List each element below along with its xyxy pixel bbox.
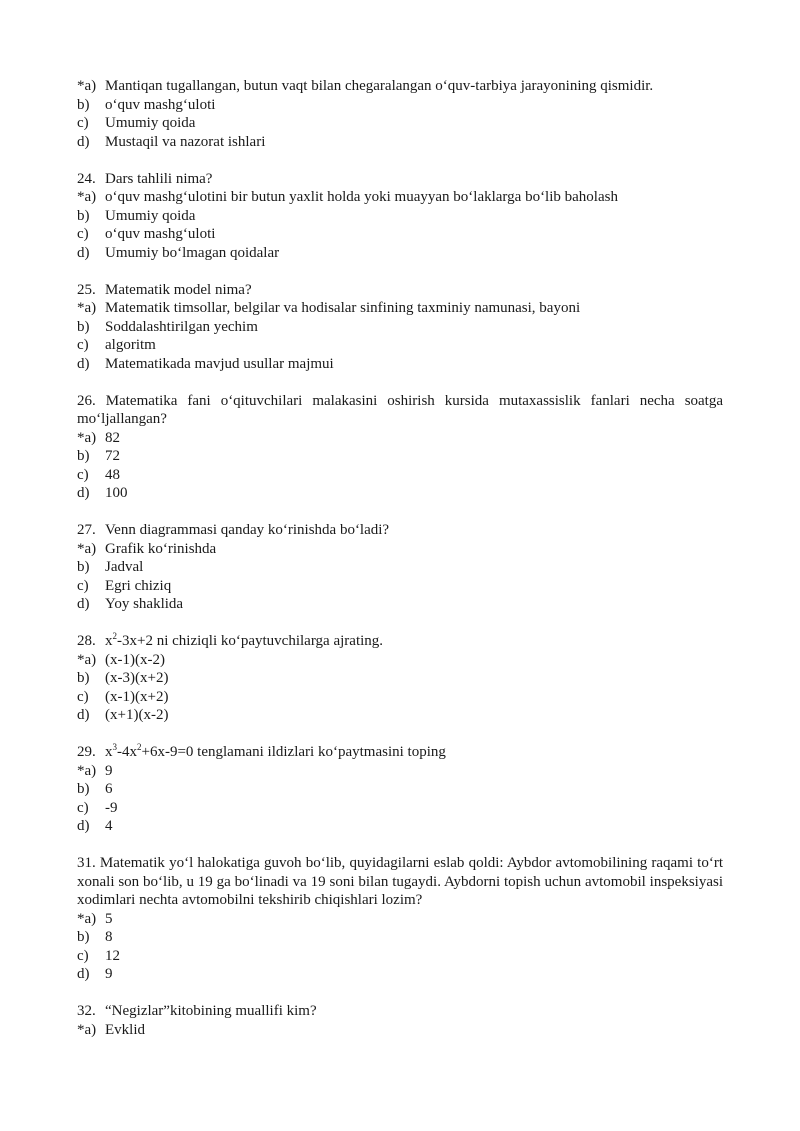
option-marker: b): [77, 318, 90, 335]
option-marker: c): [77, 226, 89, 242]
option-text: (x+1)(x-2): [105, 707, 169, 723]
option-text: -9: [105, 799, 118, 816]
question-block-27: [77, 521, 723, 614]
document-page: [77, 77, 723, 1058]
option-c: [77, 799, 723, 818]
option-marker: d): [77, 596, 90, 612]
option-marker: b): [77, 929, 90, 945]
option-b: [77, 207, 723, 226]
option-text: 8: [105, 929, 113, 945]
option-text: Mustaqil va nazorat ishlari: [105, 133, 266, 150]
option-d: [77, 355, 723, 374]
question-31: [77, 854, 723, 910]
option-b: [77, 928, 723, 947]
option-marker: d): [77, 707, 90, 723]
option-marker: c): [77, 337, 89, 353]
option-text: 100: [105, 485, 128, 501]
question-number: 25.: [77, 281, 96, 298]
formula-rest: -3x+2 ni chiziqli ko‘paytuvchilarga ajrating.: [117, 633, 384, 649]
question-26: [77, 392, 723, 429]
option-marker: c): [77, 947, 89, 964]
formula-exponent: 3: [112, 742, 117, 752]
option-text: Grafik ko‘rinishda: [105, 540, 217, 557]
option-d: [77, 484, 723, 503]
option-text: Matematik timsollar, belgilar va hodisalar sinfining taxminiy namunasi, bayoni: [105, 300, 581, 316]
option-a: [77, 651, 723, 670]
option-text: 9: [105, 966, 113, 982]
option-text: Egri chiziq: [105, 577, 172, 594]
option-a: [77, 910, 723, 929]
option-c: [77, 947, 723, 966]
option-a: [77, 1021, 723, 1040]
option-marker: c): [77, 466, 89, 483]
question-block-continued: [77, 77, 723, 151]
question-27: [77, 521, 723, 540]
option-text: 12: [105, 947, 120, 964]
option-marker: d): [77, 818, 90, 834]
option-text: (x-3)(x+2): [105, 670, 169, 686]
option-marker: d): [77, 244, 90, 261]
option-text: (x-1)(x+2): [105, 688, 169, 705]
option-b: [77, 447, 723, 466]
question-block-24: [77, 170, 723, 263]
question-29: [77, 743, 723, 762]
option-c: [77, 466, 723, 485]
option-text: Umumiy bo‘lmagan qoidalar: [105, 244, 280, 261]
option-marker: *a): [77, 762, 97, 779]
option-a: [77, 429, 723, 448]
option-text: 48: [105, 466, 120, 483]
option-marker: d): [77, 355, 90, 372]
option-d: [77, 133, 723, 152]
question-number: 32.: [77, 1003, 96, 1019]
option-b: [77, 96, 723, 115]
question-text: Matematika fani o‘qituvchilari malakasini oshirish kursida mutaxassislik fanlari necha soatga mo‘ljallangan?: [77, 392, 724, 427]
option-marker: *a): [77, 540, 97, 557]
option-text: Umumiy qoida: [105, 115, 196, 131]
option-marker: d): [77, 485, 90, 501]
question-24: [77, 170, 723, 189]
question-block-25: [77, 281, 723, 374]
option-text: o‘quv mashg‘uloti: [105, 96, 216, 113]
option-marker: b): [77, 96, 90, 113]
option-text: o‘quv mashg‘uloti: [105, 226, 216, 242]
option-b: [77, 780, 723, 799]
question-text: Venn diagrammasi qanday ko‘rinishda bo‘ladi?: [105, 522, 390, 538]
option-d: [77, 706, 723, 725]
option-b: [77, 318, 723, 337]
option-a: [77, 299, 723, 318]
option-marker: *a): [77, 651, 97, 668]
option-d: [77, 595, 723, 614]
option-d: [77, 244, 723, 263]
option-marker: *a): [77, 189, 97, 205]
option-d: [77, 817, 723, 836]
question-text: Matematik model nima?: [105, 281, 252, 298]
option-d: [77, 965, 723, 984]
option-text: 6: [105, 781, 113, 797]
option-marker: b): [77, 448, 90, 464]
formula-part: -4x: [117, 744, 137, 760]
option-marker: b): [77, 207, 90, 224]
question-number: 26.: [77, 392, 96, 409]
option-text: 5: [105, 910, 113, 927]
question-number: 31.: [77, 855, 96, 871]
option-marker: c): [77, 799, 89, 816]
option-marker: *a): [77, 910, 97, 927]
question-25: [77, 281, 723, 300]
question-block-29: [77, 743, 723, 836]
option-text: Jadval: [105, 559, 144, 575]
option-a: [77, 540, 723, 559]
option-text: 9: [105, 762, 113, 779]
question-number: 24.: [77, 170, 96, 187]
option-marker: *a): [77, 429, 97, 446]
option-text: 72: [105, 448, 120, 464]
question-text: [105, 632, 723, 651]
option-marker: d): [77, 133, 90, 150]
option-marker: *a): [77, 78, 97, 94]
option-text: 82: [105, 429, 120, 446]
question-block-26: [77, 392, 723, 503]
question-text: Matematik yo‘l halokatiga guvoh bo‘lib, quyidagilarni eslab qoldi: Aybdor avtomobilining raqami to‘rt xonali son bo‘lib, u 19 ga bo‘linadi va 19 soni bilan tugaydi. Aybdorni topish uchun avtomobil inspeksiyasi xodimlari nechta avtomobilni tekshirib chiqishlari lozim?: [77, 855, 723, 908]
option-c: [77, 336, 723, 355]
question-number: 28.: [77, 633, 96, 649]
option-b: [77, 558, 723, 577]
option-text: algoritm: [105, 337, 156, 353]
option-text: Mantiqan tugallangan, butun vaqt bilan chegaralangan o‘quv-tarbiya jarayonining qismidir.: [105, 78, 654, 94]
question-block-28: [77, 632, 723, 725]
option-text: Matematikada mavjud usullar majmui: [105, 355, 334, 372]
formula-exponent: 2: [137, 742, 142, 752]
option-marker: c): [77, 688, 89, 705]
option-marker: c): [77, 115, 89, 131]
option-a: [77, 188, 723, 207]
option-text: Soddalashtirilgan yechim: [105, 318, 258, 335]
question-text: [105, 743, 723, 762]
option-text: Yoy shaklida: [105, 596, 184, 612]
option-text: Evklid: [105, 1021, 145, 1038]
option-marker: b): [77, 559, 90, 575]
question-text: Dars tahlili nima?: [105, 170, 213, 187]
option-c: [77, 577, 723, 596]
option-c: [77, 225, 723, 244]
option-a: [77, 762, 723, 781]
option-b: [77, 669, 723, 688]
option-text: (x-1)(x-2): [105, 651, 165, 668]
option-marker: *a): [77, 300, 97, 316]
option-c: [77, 688, 723, 707]
formula-part: x: [105, 744, 113, 760]
question-number: 27.: [77, 522, 96, 538]
formula-exponent: 2: [112, 631, 117, 641]
option-marker: *a): [77, 1021, 97, 1038]
question-32: [77, 1002, 723, 1021]
question-text: “Negizlar”kitobining muallifi kim?: [105, 1003, 317, 1019]
formula-part: +6x-9=0 tenglamani ildizlari ko‘paytmasini toping: [141, 744, 446, 760]
option-text: 4: [105, 818, 113, 834]
question-number: 29.: [77, 744, 96, 760]
question-block-32: [77, 1002, 723, 1039]
option-marker: c): [77, 577, 89, 594]
question-28: [77, 632, 723, 651]
option-c: [77, 114, 723, 133]
option-marker: b): [77, 781, 90, 797]
option-marker: d): [77, 966, 90, 982]
formula-base: x: [105, 633, 113, 649]
option-a: [77, 77, 723, 96]
option-marker: b): [77, 670, 90, 686]
option-text: Umumiy qoida: [105, 207, 196, 224]
option-text: o‘quv mashg‘ulotini bir butun yaxlit holda yoki muayyan bo‘laklarga bo‘lib baholash: [105, 189, 618, 205]
question-block-31: [77, 854, 723, 984]
